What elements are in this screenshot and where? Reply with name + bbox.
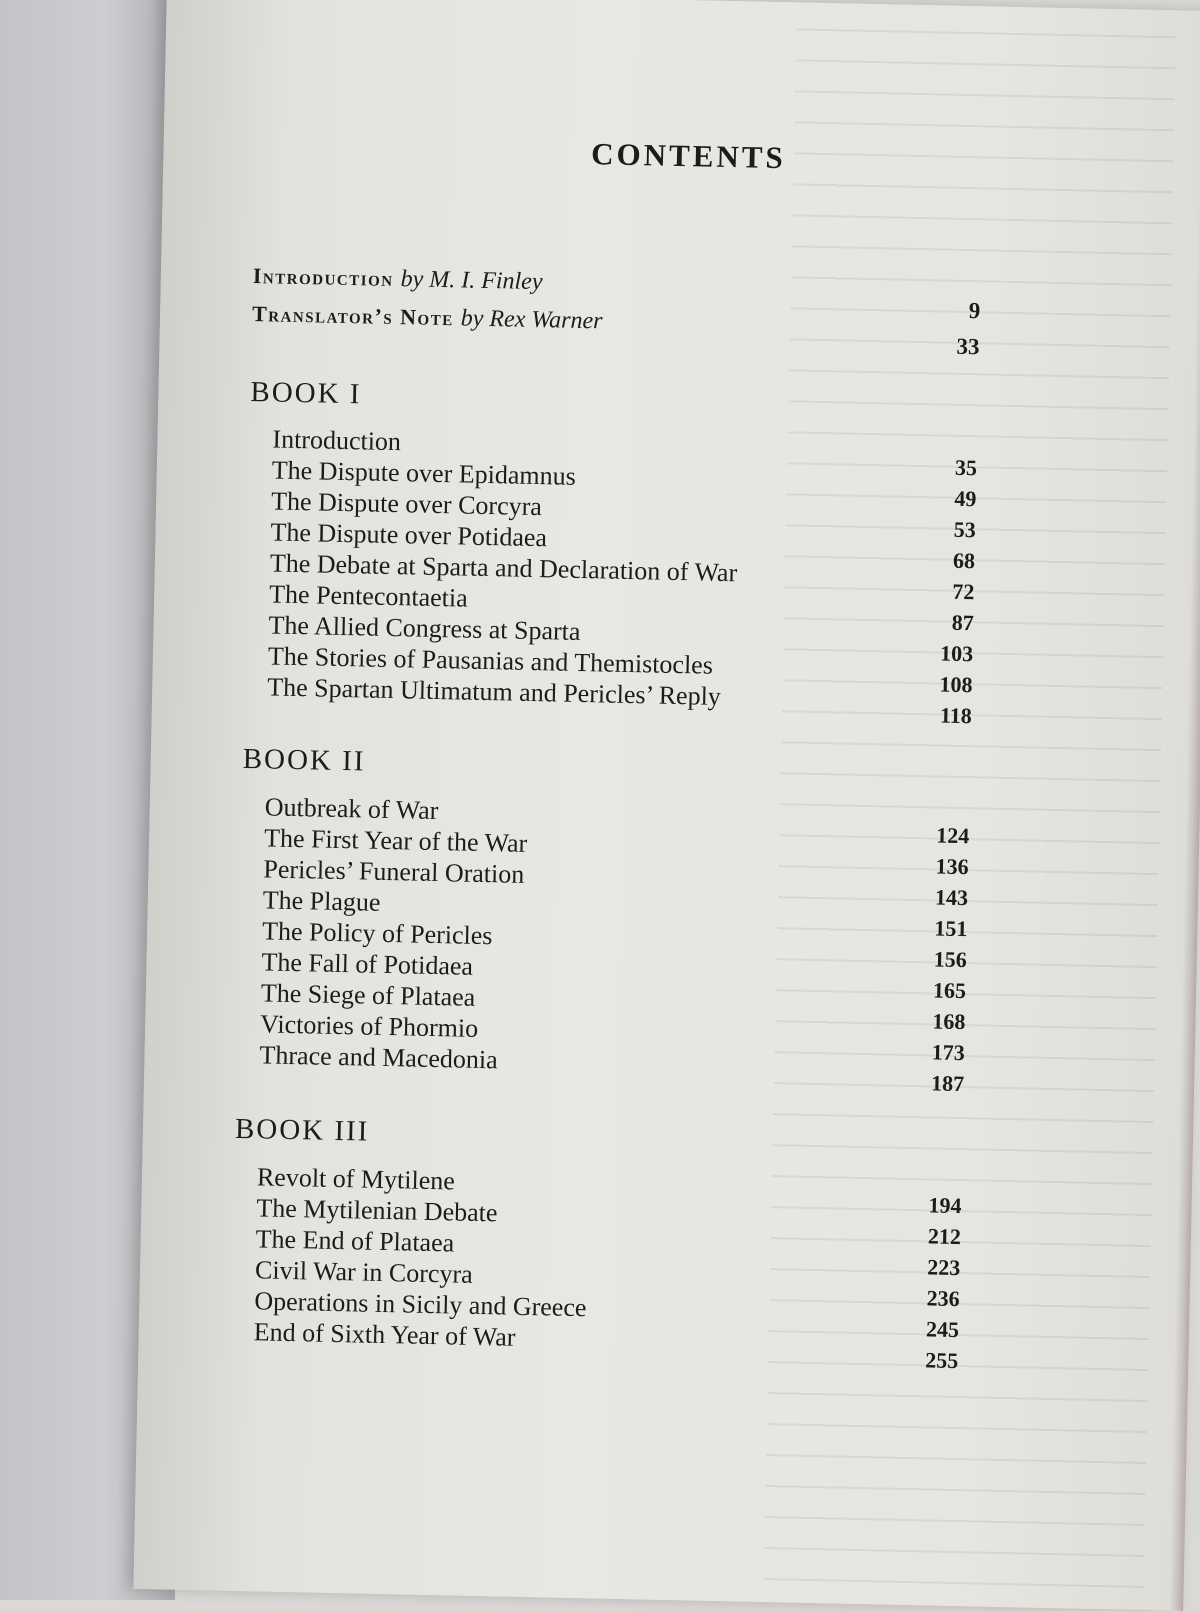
entry-title: End of Sixth Year of War [253, 1317, 516, 1352]
entry-title: The End of Plataea [255, 1224, 455, 1258]
entry-page: 118 [939, 702, 973, 729]
entry-page: 136 [935, 853, 969, 880]
entry-title: The Siege of Plataea [260, 978, 476, 1012]
entry-page: 35 [954, 454, 978, 481]
contents-page [133, 0, 1200, 1611]
entry-page: 156 [933, 946, 967, 973]
entry-page: 173 [931, 1039, 966, 1066]
book-2-entries [259, 791, 970, 1097]
page-edge [1169, 11, 1200, 1611]
entry-title: The Dispute over Corcyra [270, 486, 543, 522]
book-heading: BOOK II [242, 742, 366, 778]
entry-page: 49 [954, 485, 977, 512]
book-heading: BOOK I [250, 376, 362, 411]
front-matter-author: by Rex Warner [460, 305, 603, 335]
entry-page: 223 [927, 1254, 961, 1281]
book-3-entries [253, 1161, 962, 1374]
entry-page: 212 [927, 1223, 962, 1250]
entry-title: Pericles’ Funeral Oration [263, 854, 525, 889]
entry-title: The Pentecontaetia [268, 579, 469, 613]
entry-title: Victories of Phormio [259, 1009, 479, 1043]
front-matter-page: 9 [968, 298, 981, 324]
page-title: CONTENTS [590, 136, 787, 176]
entry-title: Introduction [272, 424, 402, 457]
entry-title: The Spartan Ultimatum and Pericles’ Reply [266, 672, 722, 711]
front-matter-author: by M. I. Finley [400, 266, 543, 296]
entry-title: Operations in Sicily and Greece [254, 1286, 587, 1323]
entry-page: 124 [936, 822, 970, 849]
entry-page: 236 [926, 1285, 960, 1312]
entry-title: The Mytilenian Debate [256, 1193, 498, 1228]
entry-title: Outbreak of War [264, 792, 439, 826]
book-1-entries [266, 423, 978, 729]
entry-title: The First Year of the War [263, 823, 528, 858]
entry-page: 87 [951, 609, 975, 636]
entry-page: 165 [932, 977, 967, 1004]
entry-title: The Plague [262, 885, 381, 917]
front-matter-page: 33 [956, 333, 980, 360]
entry-page: 72 [952, 578, 975, 605]
entry-page: 53 [953, 516, 976, 543]
entry-page: 245 [925, 1316, 960, 1343]
front-matter-label: Translator’s Note [251, 301, 455, 331]
entry-page: 143 [934, 884, 969, 911]
entry-page: 108 [939, 671, 973, 698]
entry-title: Thrace and Macedonia [259, 1040, 499, 1075]
entry-title: The Debate at Sparta and Declaration of War [269, 548, 738, 588]
entry-title: The Dispute over Epidamnus [271, 455, 577, 491]
entry-page: 68 [952, 547, 976, 574]
entry-title: The Dispute over Potidaea [270, 517, 548, 553]
entry-title: The Fall of Potidaea [261, 947, 474, 981]
entry-title: Civil War in Corcyra [254, 1255, 473, 1289]
entry-page: 194 [928, 1192, 962, 1219]
entry-page: 168 [932, 1008, 966, 1035]
entry-title: The Stories of Pausanias and Themistocles [267, 641, 714, 680]
entry-page: 151 [934, 915, 968, 942]
entry-page: 187 [930, 1070, 965, 1097]
entry-title: The Policy of Pericles [261, 916, 493, 951]
entry-title: The Allied Congress at Sparta [268, 610, 581, 646]
entry-page: 255 [925, 1347, 959, 1374]
entry-page: 103 [939, 640, 974, 667]
entry-title: Revolt of Mytilene [256, 1162, 456, 1196]
book-heading: BOOK III [234, 1112, 370, 1148]
front-matter-label: Introduction [252, 263, 394, 291]
